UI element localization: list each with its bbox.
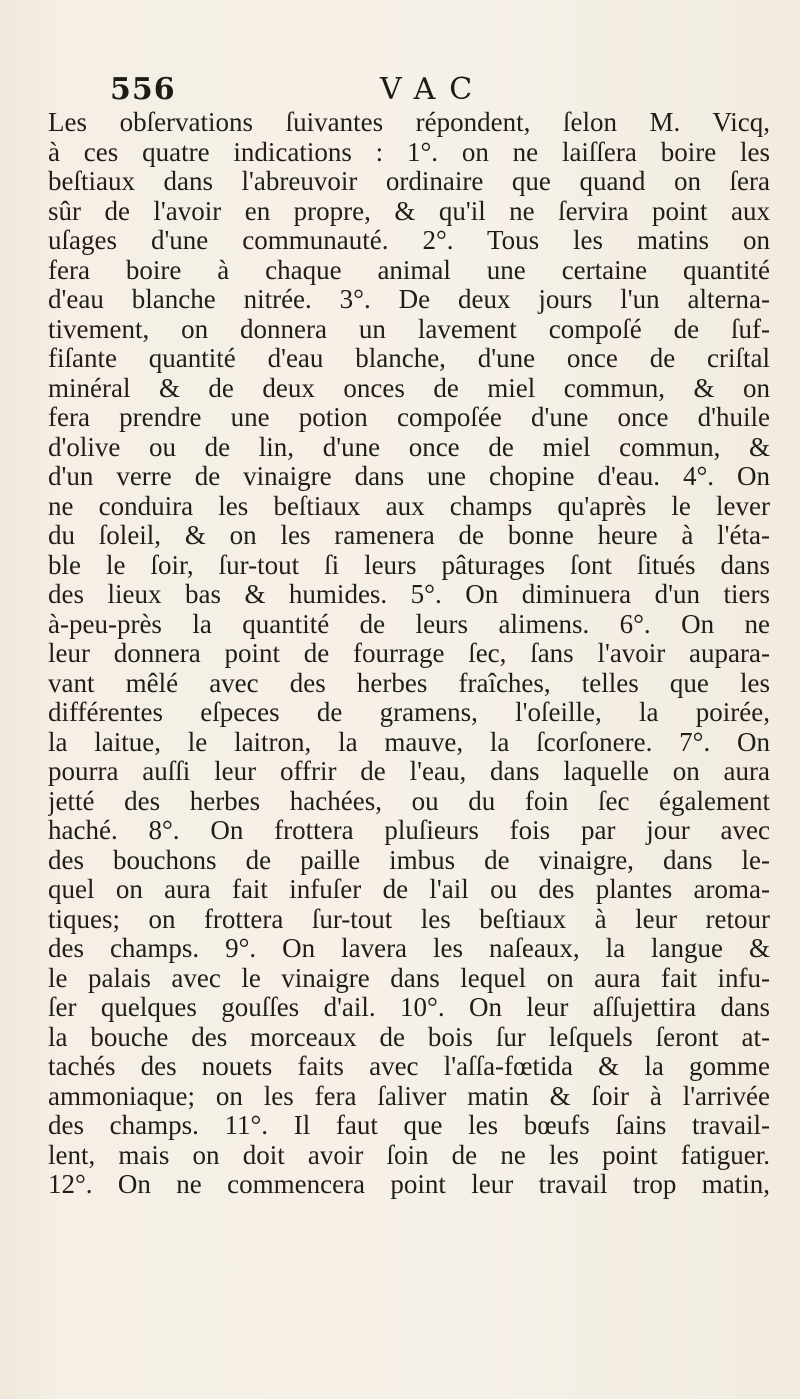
- text-line: d'un verre de vinaigre dans une chopine d'eau. 4°. On: [48, 462, 770, 491]
- text-line: uſages d'une communauté. 2°. Tous les matins on: [48, 226, 770, 255]
- text-line: des bouchons de paille imbus de vinaigre, dans le-: [48, 845, 770, 875]
- text-line: le palais avec le vinaigre dans lequel on aura fait infu-: [48, 963, 770, 993]
- text-line: différentes eſpeces de gramens, l'oſeille, la poirée,: [48, 698, 770, 727]
- text-line: 12°. On ne commencera point leur travail trop matin,: [48, 1170, 770, 1199]
- text-line: tachés des nouets faits avec l'aſſa-fœtida & la gomme: [48, 1052, 770, 1081]
- text-line: ne conduira les beſtiaux aux champs qu'après le lever: [48, 491, 770, 521]
- text-line: ammoniaque; on les fera ſaliver matin & ſoir à l'arrivée: [48, 1081, 770, 1111]
- text-line: fiſante quantité d'eau blanche, d'une once de criſtal: [48, 344, 770, 373]
- text-line: tiques; on frottera ſur-tout les beſtiaux à leur retour: [48, 904, 770, 934]
- text-line: ble le ſoir, ſur-tout ſi leurs pâturages ſont ſitués dans: [48, 550, 770, 580]
- page-header: [110, 72, 760, 112]
- text-line: des lieux bas & humides. 5°. On diminuera d'un tiers: [48, 580, 770, 609]
- text-line: à-peu-près la quantité de leurs alimens. 6°. On ne: [48, 609, 770, 639]
- text-line: sûr de l'avoir en propre, & qu'il ne ſervira point aux: [48, 196, 770, 226]
- text-line: fera prendre une potion compoſée d'une once d'huile: [48, 403, 770, 432]
- text-line: leur donnera point de fourrage ſec, ſans l'avoir aupara-: [48, 639, 770, 668]
- text-line: la bouche des morceaux de bois ſur leſquels ſeront at-: [48, 1022, 770, 1052]
- page-number: 556: [110, 72, 176, 107]
- text-line: d'olive ou de lin, d'une once de miel commun, &: [48, 432, 770, 462]
- text-line: à ces quatre indications : 1°. on ne laiſſera boire les: [48, 137, 770, 167]
- text-line: haché. 8°. On frottera pluſieurs fois par jour avec: [48, 816, 770, 845]
- text-line: beſtiaux dans l'abreuvoir ordinaire que quand on ſera: [48, 167, 770, 196]
- text-line: la laitue, le laitron, la mauve, la ſcorſonere. 7°. On: [48, 727, 770, 757]
- text-line: quel on aura fait infuſer de l'ail ou des plantes aroma-: [48, 875, 770, 904]
- text-line: pourra auſſi leur offrir de l'eau, dans laquelle on aura: [48, 757, 770, 786]
- text-line: des champs. 9°. On lavera les naſeaux, la langue &: [48, 934, 770, 963]
- text-line: d'eau blanche nitrée. 3°. De deux jours l'un alterna-: [48, 285, 770, 314]
- text-line: du ſoleil, & on les ramenera de bonne heure à l'éta-: [48, 521, 770, 550]
- text-line: tivement, on donnera un lavement compoſé de ſuf-: [48, 314, 770, 344]
- text-line: vant mêlé avec des herbes fraîches, telles que les: [48, 668, 770, 698]
- text-line: lent, mais on doit avoir ſoin de ne les point fatiguer.: [48, 1140, 770, 1170]
- text-line: jetté des herbes hachées, ou du foin ſec également: [48, 786, 770, 816]
- text-line: ſer quelques gouſſes d'ail. 10°. On leur aſſujettira dans: [48, 993, 770, 1022]
- text-line: Les obſervations ſuivantes répondent, ſelon M. Vicq,: [48, 108, 770, 137]
- text-line: des champs. 11°. Il faut que les bœufs ſains travail-: [48, 1111, 770, 1140]
- body-text: [48, 108, 770, 1200]
- text-line: minéral & de deux onces de miel commun, & on: [48, 373, 770, 403]
- text-line: fera boire à chaque animal une certaine quantité: [48, 255, 770, 285]
- running-head: VAC: [380, 72, 487, 107]
